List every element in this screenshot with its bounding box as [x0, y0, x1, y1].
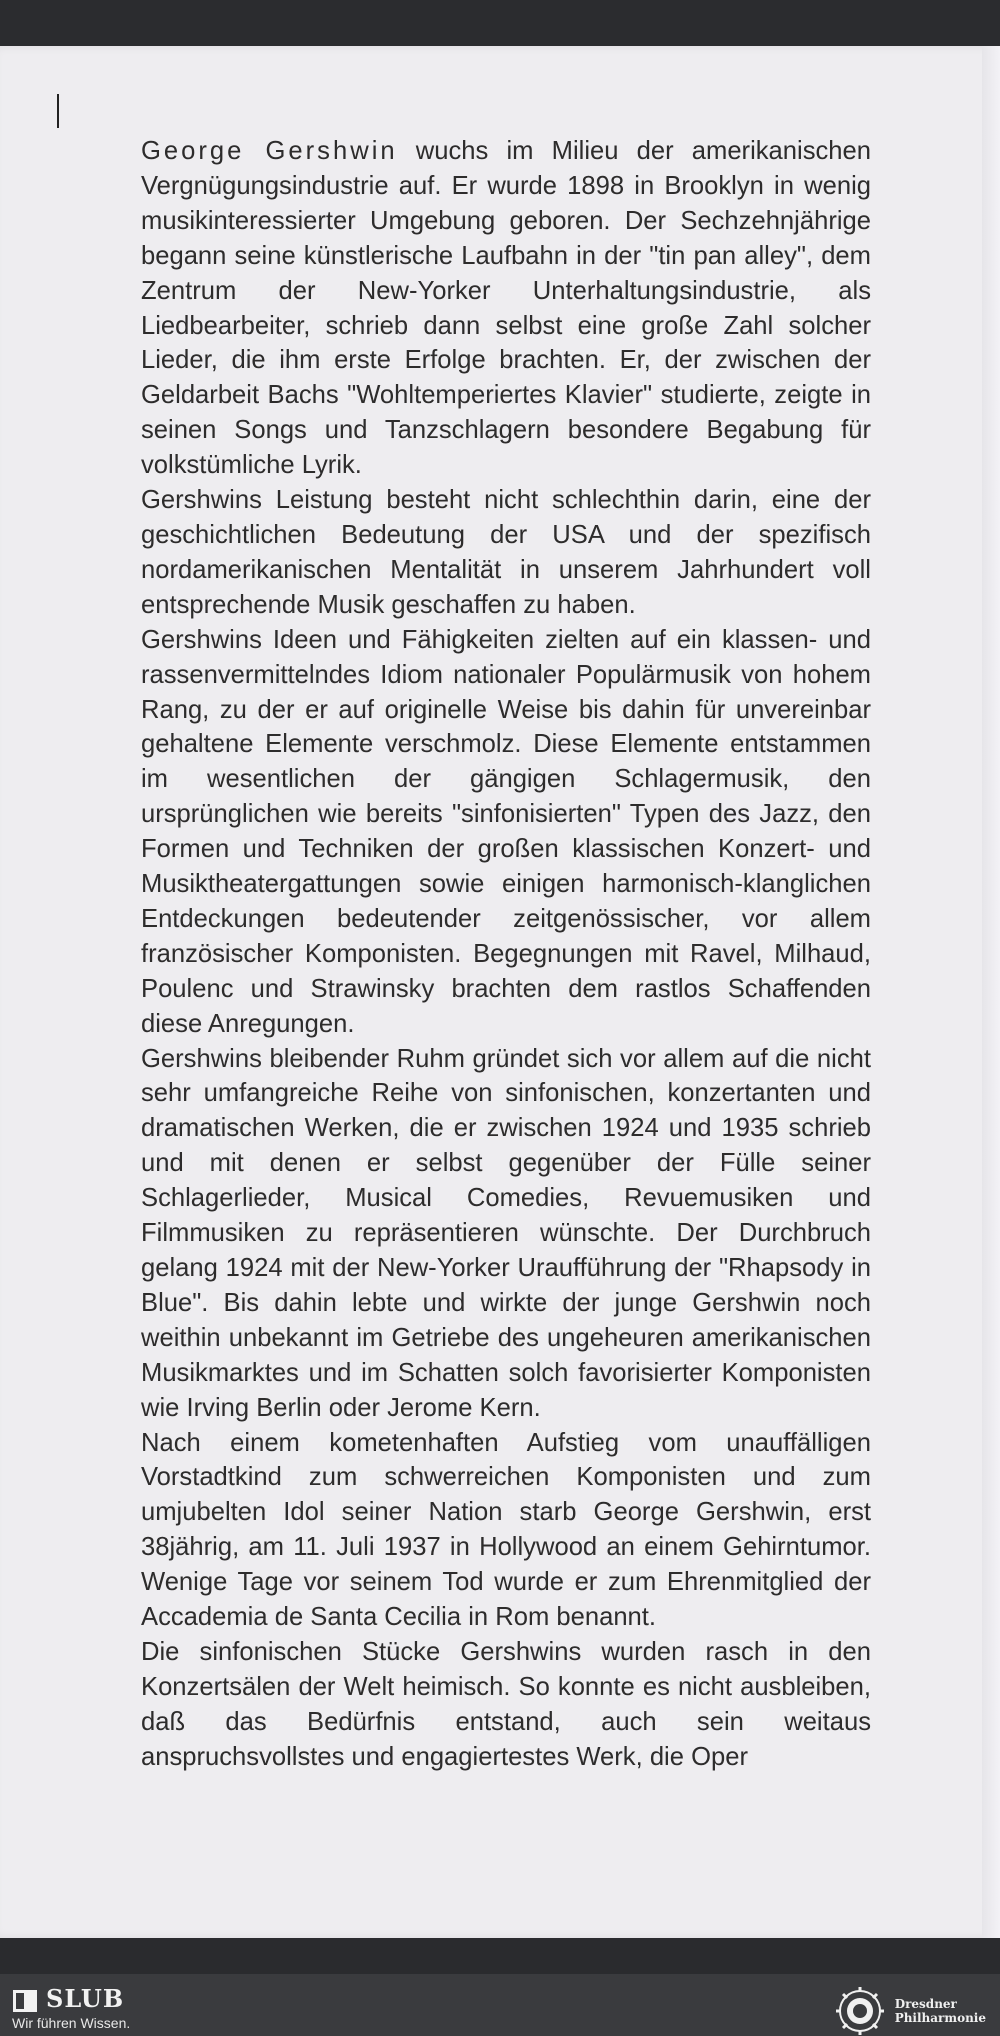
- philharmonie-line1: Dresdner: [894, 1997, 957, 2011]
- top-scan-border: [0, 0, 1000, 46]
- philharmonie-logo[interactable]: [835, 1986, 986, 2036]
- paragraph-4: Gershwins bleibender Ruhm gründet sich vor allem auf die nicht sehr umfangreiche Reihe von sinfonischen, konzertanten und dramatischen Werken, die er zwischen 1924 und 1935 schrieb und mit denen er selbst gegenüber der Fülle seiner Schlagerlieder, Musical Comedies, Revuemusiken und Filmmusiken zu repräsentieren wünschte. Der Durchbruch gelang 1924 mit der New-Yorker Uraufführung der "Rhapsody in Blue". Bis dahin lebte und wirkte der junge Gershwin noch weithin unbekannt im Getriebe des ungeheuren amerikanischen Musikmarktes und im Schatten solch favorisierter Komponisten wie Irving Berlin oder Jerome Kern.: [141, 1044, 871, 1422]
- book-icon: [12, 1988, 38, 2014]
- slub-tagline: Wir führen Wissen.: [12, 2015, 131, 2031]
- slub-name: SLUB: [46, 1984, 125, 2013]
- philharmonie-emblem-icon: [835, 1986, 885, 2036]
- paragraph-6: Die sinfonischen Stücke Gershwins wurden rasch in den Konzertsälen der Welt heimisch. So konnte es nicht ausbleiben, daß das Bedürfnis entstand, auch sein weitaus anspruchsvollstes und engagiertestes Werk, die Oper: [141, 1637, 871, 1771]
- paragraph-1: [141, 134, 871, 483]
- document-page: [0, 46, 1000, 1938]
- author-name: George Gershwin: [141, 137, 398, 165]
- paragraph-3: Gershwins Ideen und Fähigkeiten zielten auf ein klassen- und rassenvermittelndes Idiom nationaler Populärmusik von hohem Rang, zu der er auf originelle Weise bis dahin für unvereinbar gehaltene Elemente verschmolz. Diese Elemente entstammen im wesentlichen der gängigen Schlagermusik, den ursprünglichen wie bereits "sinfonisierten" Typen des Jazz, den Formen und Techniken der großen klassischen Konzert- und Musiktheatergattungen sowie einigen harmonisch-klanglichen Entdeckungen bedeutender zeitgenössischer, vor allem französischer Komponisten. Begegnungen mit Ravel, Milhaud, Poulenc und Strawinsky brachten dem rastlos Schaffenden diese Anregungen.: [141, 625, 871, 1038]
- paragraph-2: Gershwins Leistung besteht nicht schlechthin darin, eine der geschichtlichen Bedeutung der USA und der spezifisch nordamerikanischen Mentalität in unserem Jahrhundert voll entsprechende Musik geschaffen zu haben.: [141, 486, 871, 619]
- paragraph-1-text: wuchs im Milieu der amerikanischen Vergnügungsindustrie auf. Er wurde 1898 in Brooklyn in wenig musikinteressierter Umgebung geboren. Der Sechzehnjährige begann seine künstlerische Laufbahn in der "tin pan alley", dem Zentrum der New-Yorker Unterhaltungsindustrie, als Liedbearbeiter, schrieb dann selbst eine große Zahl solcher Lieder, die ihm erste Erfolge brachten. Er, der zwischen der Geldarbeit Bachs "Wohltemperiertes Klavier" studierte, zeigte in seinen Songs und Tanzschlagern besondere Begabung für volkstümliche Lyrik.: [141, 137, 872, 480]
- slub-logo[interactable]: [12, 1986, 130, 2032]
- paragraph-5: Nach einem kometenhaften Aufstieg vom unauffälligen Vorstadtkind zum schwerreichen Komponisten und zum umjubelten Idol seiner Nation starb George Gershwin, erst 38jährig, am 11. Juli 1937 in Hollywood an einem Gehirntumor. Wenige Tage vor seinem Tod wurde er zum Ehrenmitglied der Accademia de Santa Cecilia in Rom benannt.: [141, 1428, 871, 1632]
- bottom-scan-border: [0, 1938, 1000, 1974]
- footer-bar: [0, 1974, 1000, 2036]
- page-edge: [982, 46, 1000, 1938]
- body-text: [141, 134, 871, 1775]
- philharmonie-line2: Philharmonie: [894, 2011, 986, 2025]
- page-mark: [57, 94, 59, 128]
